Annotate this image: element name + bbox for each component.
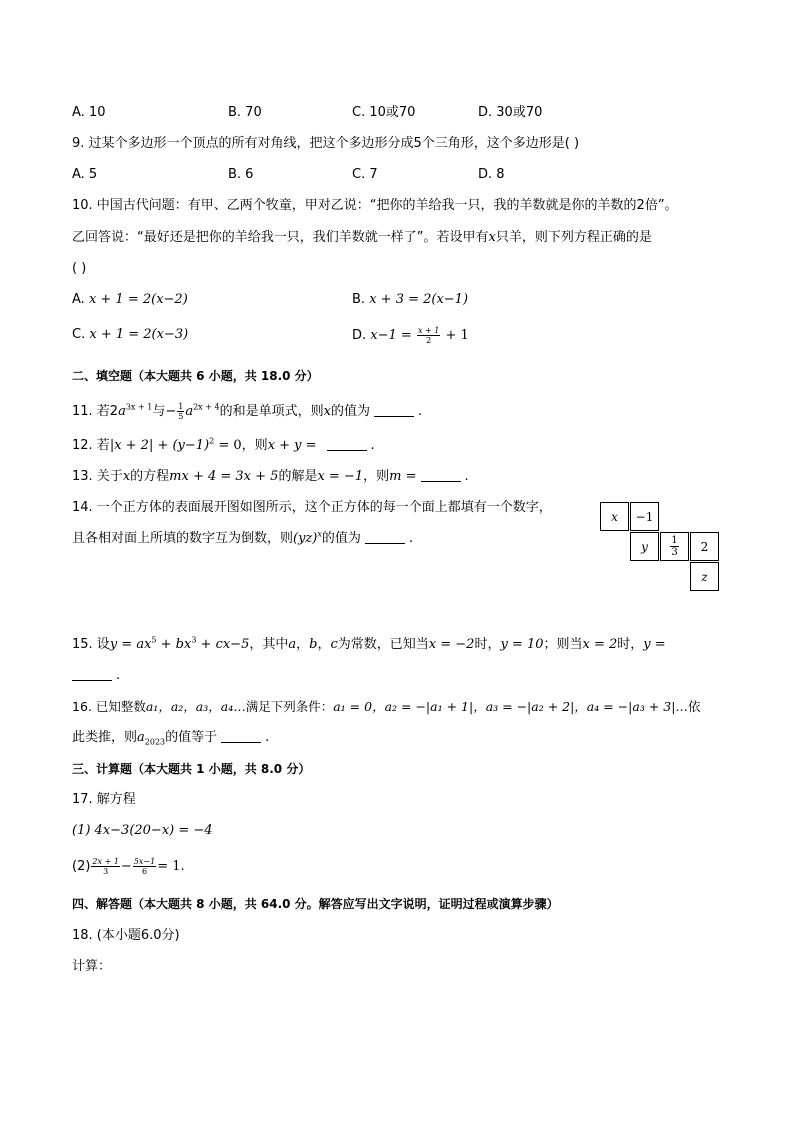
cube-net-diagram: [600, 502, 720, 594]
cube-face-two: 2: [690, 532, 719, 561]
q15-sep1: ，: [296, 637, 310, 652]
q11-base1: a: [118, 404, 126, 419]
q15-mid3: 时，: [474, 637, 501, 652]
q14-exp: x: [317, 529, 322, 539]
q17-title: 17. 解方程: [72, 792, 136, 807]
q15-ask: y =: [643, 637, 666, 652]
q17-part2-post: = 1.: [157, 859, 185, 874]
q15-res1: y = 10: [500, 637, 544, 652]
q11-f-num: 1: [178, 402, 184, 411]
q14-answer-blank[interactable]: [365, 531, 405, 544]
q11-post: 的和是单项式，则: [219, 404, 324, 419]
q10-line1: 10. 中国古代问题：有甲、乙两个牧童，甲对乙说：“把你的羊给我一只，我的羊数就是你的羊数的2倍”。: [72, 198, 678, 213]
q11-exp1: 3x + 1: [125, 402, 153, 412]
q9-option-b: B. 6: [228, 167, 254, 182]
cube-third-den: 3: [671, 547, 678, 558]
q8-option-c: C. 10或70: [352, 105, 416, 120]
q10-option-d-lhs: x−1 =: [370, 328, 412, 343]
q17-f1-num: 2x + 1: [92, 857, 119, 866]
q16-end: .: [265, 730, 270, 745]
q16-post: 依: [687, 699, 701, 714]
q13-mid2: 的解是: [278, 469, 318, 484]
q15-pre: 15. 设: [72, 637, 110, 652]
q15-mid5: 时，: [617, 637, 644, 652]
q13-var: x: [122, 469, 131, 484]
q11-f-den: 5: [178, 412, 184, 421]
q10-option-a-eq: x + 1 = 2(x−2): [88, 292, 188, 307]
q16-pre: 16. 已知整数: [72, 699, 146, 714]
q14-line2: [72, 530, 413, 548]
q16-mid: 满足下列条件：: [245, 699, 334, 714]
q12-eq2: = 0: [214, 438, 242, 453]
q16-conditions: a₁ = 0，a₂ = −|a₁ + 1|，a₃ = −|a₂ + 2|，a₄ = −|a₃ + 3|…: [333, 699, 688, 714]
q17-fraction2: [133, 857, 156, 876]
q10-option-b: [352, 291, 468, 309]
cube-face-neg1: −1: [630, 502, 659, 531]
q17-f2-num: 5x−1: [133, 857, 156, 866]
q10-line3: ( ): [72, 261, 87, 276]
q15-cond2: x = 2: [582, 637, 618, 652]
q10-line2-b: 只羊，则下列方程正确的是: [495, 230, 652, 245]
q9-option-d: D. 8: [478, 167, 505, 182]
q12-end: .: [370, 438, 375, 453]
q16-seq: a₁，a₂，a₃，a₄…: [145, 699, 246, 714]
q17-f1-den: 3: [103, 867, 109, 876]
q10-line2-a: 乙回答说：“最好还是把你的羊给我一只，我们羊数就一样了”。若设甲有: [72, 230, 489, 245]
q17-part1-eq: (1) 4x−3(20−x) = −4: [72, 823, 213, 838]
q15-sep2: ，: [317, 637, 331, 652]
q10-option-c-eq: x + 1 = 2(x−3): [89, 327, 189, 342]
q14-expr: (yz): [293, 531, 318, 546]
q10-option-d: [352, 326, 469, 345]
cube-face-x: x: [600, 502, 629, 531]
section-3-heading: 三、计算题（本大题共 1 小题，共 8.0 分）: [72, 762, 311, 776]
q13-m: m =: [389, 469, 417, 484]
q15-eq: y = ax: [109, 637, 152, 652]
q10-option-b-label: B.: [352, 292, 366, 307]
q12-exp: 2: [209, 436, 215, 446]
q12-answer-blank[interactable]: [327, 438, 367, 451]
q13-sol: x = −1: [317, 469, 364, 484]
q16-line2-b: 的值等于: [165, 730, 218, 745]
q9-option-c: C. 7: [352, 167, 378, 182]
q14-line2-a: 且各相对面上所填的数字互为倒数，则: [72, 531, 294, 546]
q15-eq2: + bx: [156, 637, 192, 652]
q15-line1: [72, 636, 666, 654]
q16-answer-blank[interactable]: [221, 730, 261, 743]
q8-option-b: B. 70: [228, 105, 262, 120]
q15-line2: [72, 667, 120, 685]
q10-var: x: [488, 230, 496, 245]
q17-part2-label: (2): [72, 859, 91, 874]
q12-question: [72, 437, 375, 455]
q11-fraction: [177, 402, 184, 421]
q14-end: .: [408, 531, 414, 546]
q16-target-sub: 2023: [144, 737, 166, 747]
q10-option-b-eq: x + 3 = 2(x−1): [369, 292, 469, 307]
q9-question: 9. 过某个多边形一个顶点的所有对角线，把这个多边形分成5个三角形，这个多边形是( ): [72, 136, 580, 151]
q17-f2-den: 6: [141, 867, 148, 876]
q13-mid3: ，则: [363, 469, 390, 484]
q15-e5: 5: [151, 635, 157, 645]
q10-option-a: [72, 291, 188, 309]
q12-mid: ，则: [241, 438, 268, 453]
q11-exp2: 2x + 4: [193, 402, 220, 412]
q15-answer-blank[interactable]: [72, 668, 112, 681]
section-2-heading: 二、填空题（本大题共 6 小题，共 18.0 分）: [72, 369, 319, 383]
q11-end: .: [417, 404, 423, 419]
q9-option-a: A. 5: [72, 167, 98, 182]
q15-mid4: ；则当: [543, 637, 583, 652]
q15-a: a: [288, 637, 297, 652]
q17-minus: −: [120, 859, 132, 874]
q17-part1: [72, 822, 213, 840]
q10-option-d-rhs: + 1: [445, 328, 469, 343]
q11-question: [72, 402, 422, 421]
q14-line1: 14. 一个正方体的表面展开图如图所示，这个正方体的每一个面上都填有一个数字，: [72, 500, 552, 515]
q11-var: x: [323, 404, 331, 419]
q16-line2-a: 此类推，则: [72, 730, 138, 745]
q12-eq3: x + y =: [267, 438, 317, 453]
cube-face-third: [660, 532, 689, 561]
q13-eq: mx + 4 = 3x + 5: [169, 469, 279, 484]
q11-base2: a: [185, 404, 194, 419]
q10-d-denominator: 2: [426, 336, 432, 345]
q13-answer-blank[interactable]: [421, 469, 461, 482]
section-4-heading: 四、解答题（本大题共 8 小题，共 64.0 分。解答应写出文字说明，证明过程或演算步骤）: [72, 897, 559, 911]
q15-b: b: [309, 637, 318, 652]
q10-option-c: [72, 326, 188, 344]
q13-end: .: [464, 469, 469, 484]
q16-target: a: [137, 730, 145, 745]
q10-option-c-label: C.: [72, 327, 86, 342]
q10-option-d-fraction: [417, 326, 440, 345]
q15-c: c: [330, 637, 338, 652]
q12-eq: |x + 2| + (y−1): [109, 438, 210, 453]
q12-pre: 12. 若: [72, 438, 110, 453]
q11-answer-blank[interactable]: [374, 404, 414, 417]
cube-face-z: z: [690, 562, 719, 591]
q16-line1: [72, 698, 700, 716]
q8-option-d: D. 30或70: [478, 105, 543, 120]
q13-mid: 的方程: [130, 469, 170, 484]
q11-mid: 与−: [152, 404, 177, 419]
q11-post2: 的值为: [330, 404, 370, 419]
q11-pre: 11. 若2: [72, 404, 119, 419]
q17-part2: [72, 857, 185, 876]
q17-fraction1: [91, 857, 119, 876]
cube-third-fraction: [670, 535, 678, 558]
q10-option-a-label: A.: [72, 292, 85, 307]
q15-cond1: x = −2: [428, 637, 475, 652]
q8-option-a: A. 10: [72, 105, 106, 120]
q10-line2: [72, 229, 652, 247]
q14-line2-b: 的值为: [321, 531, 361, 546]
q15-e3: 3: [191, 635, 197, 645]
cube-face-y: y: [630, 532, 659, 561]
q16-line2: [72, 729, 269, 747]
q18-title: 18. (本小题6.0分): [72, 928, 180, 943]
q10-d-numerator: x + 1: [417, 326, 440, 335]
q13-question: [72, 468, 469, 486]
cube-third-num: 1: [671, 535, 678, 546]
q13-pre: 13. 关于: [72, 469, 123, 484]
q15-eq3: + cx−5: [196, 637, 250, 652]
q18-calc-label: 计算：: [72, 959, 112, 974]
q10-option-d-label: D.: [352, 328, 367, 343]
q15-end: .: [116, 668, 121, 683]
q15-mid2: 为常数，已知当: [337, 637, 429, 652]
q15-mid: ，其中: [249, 637, 289, 652]
